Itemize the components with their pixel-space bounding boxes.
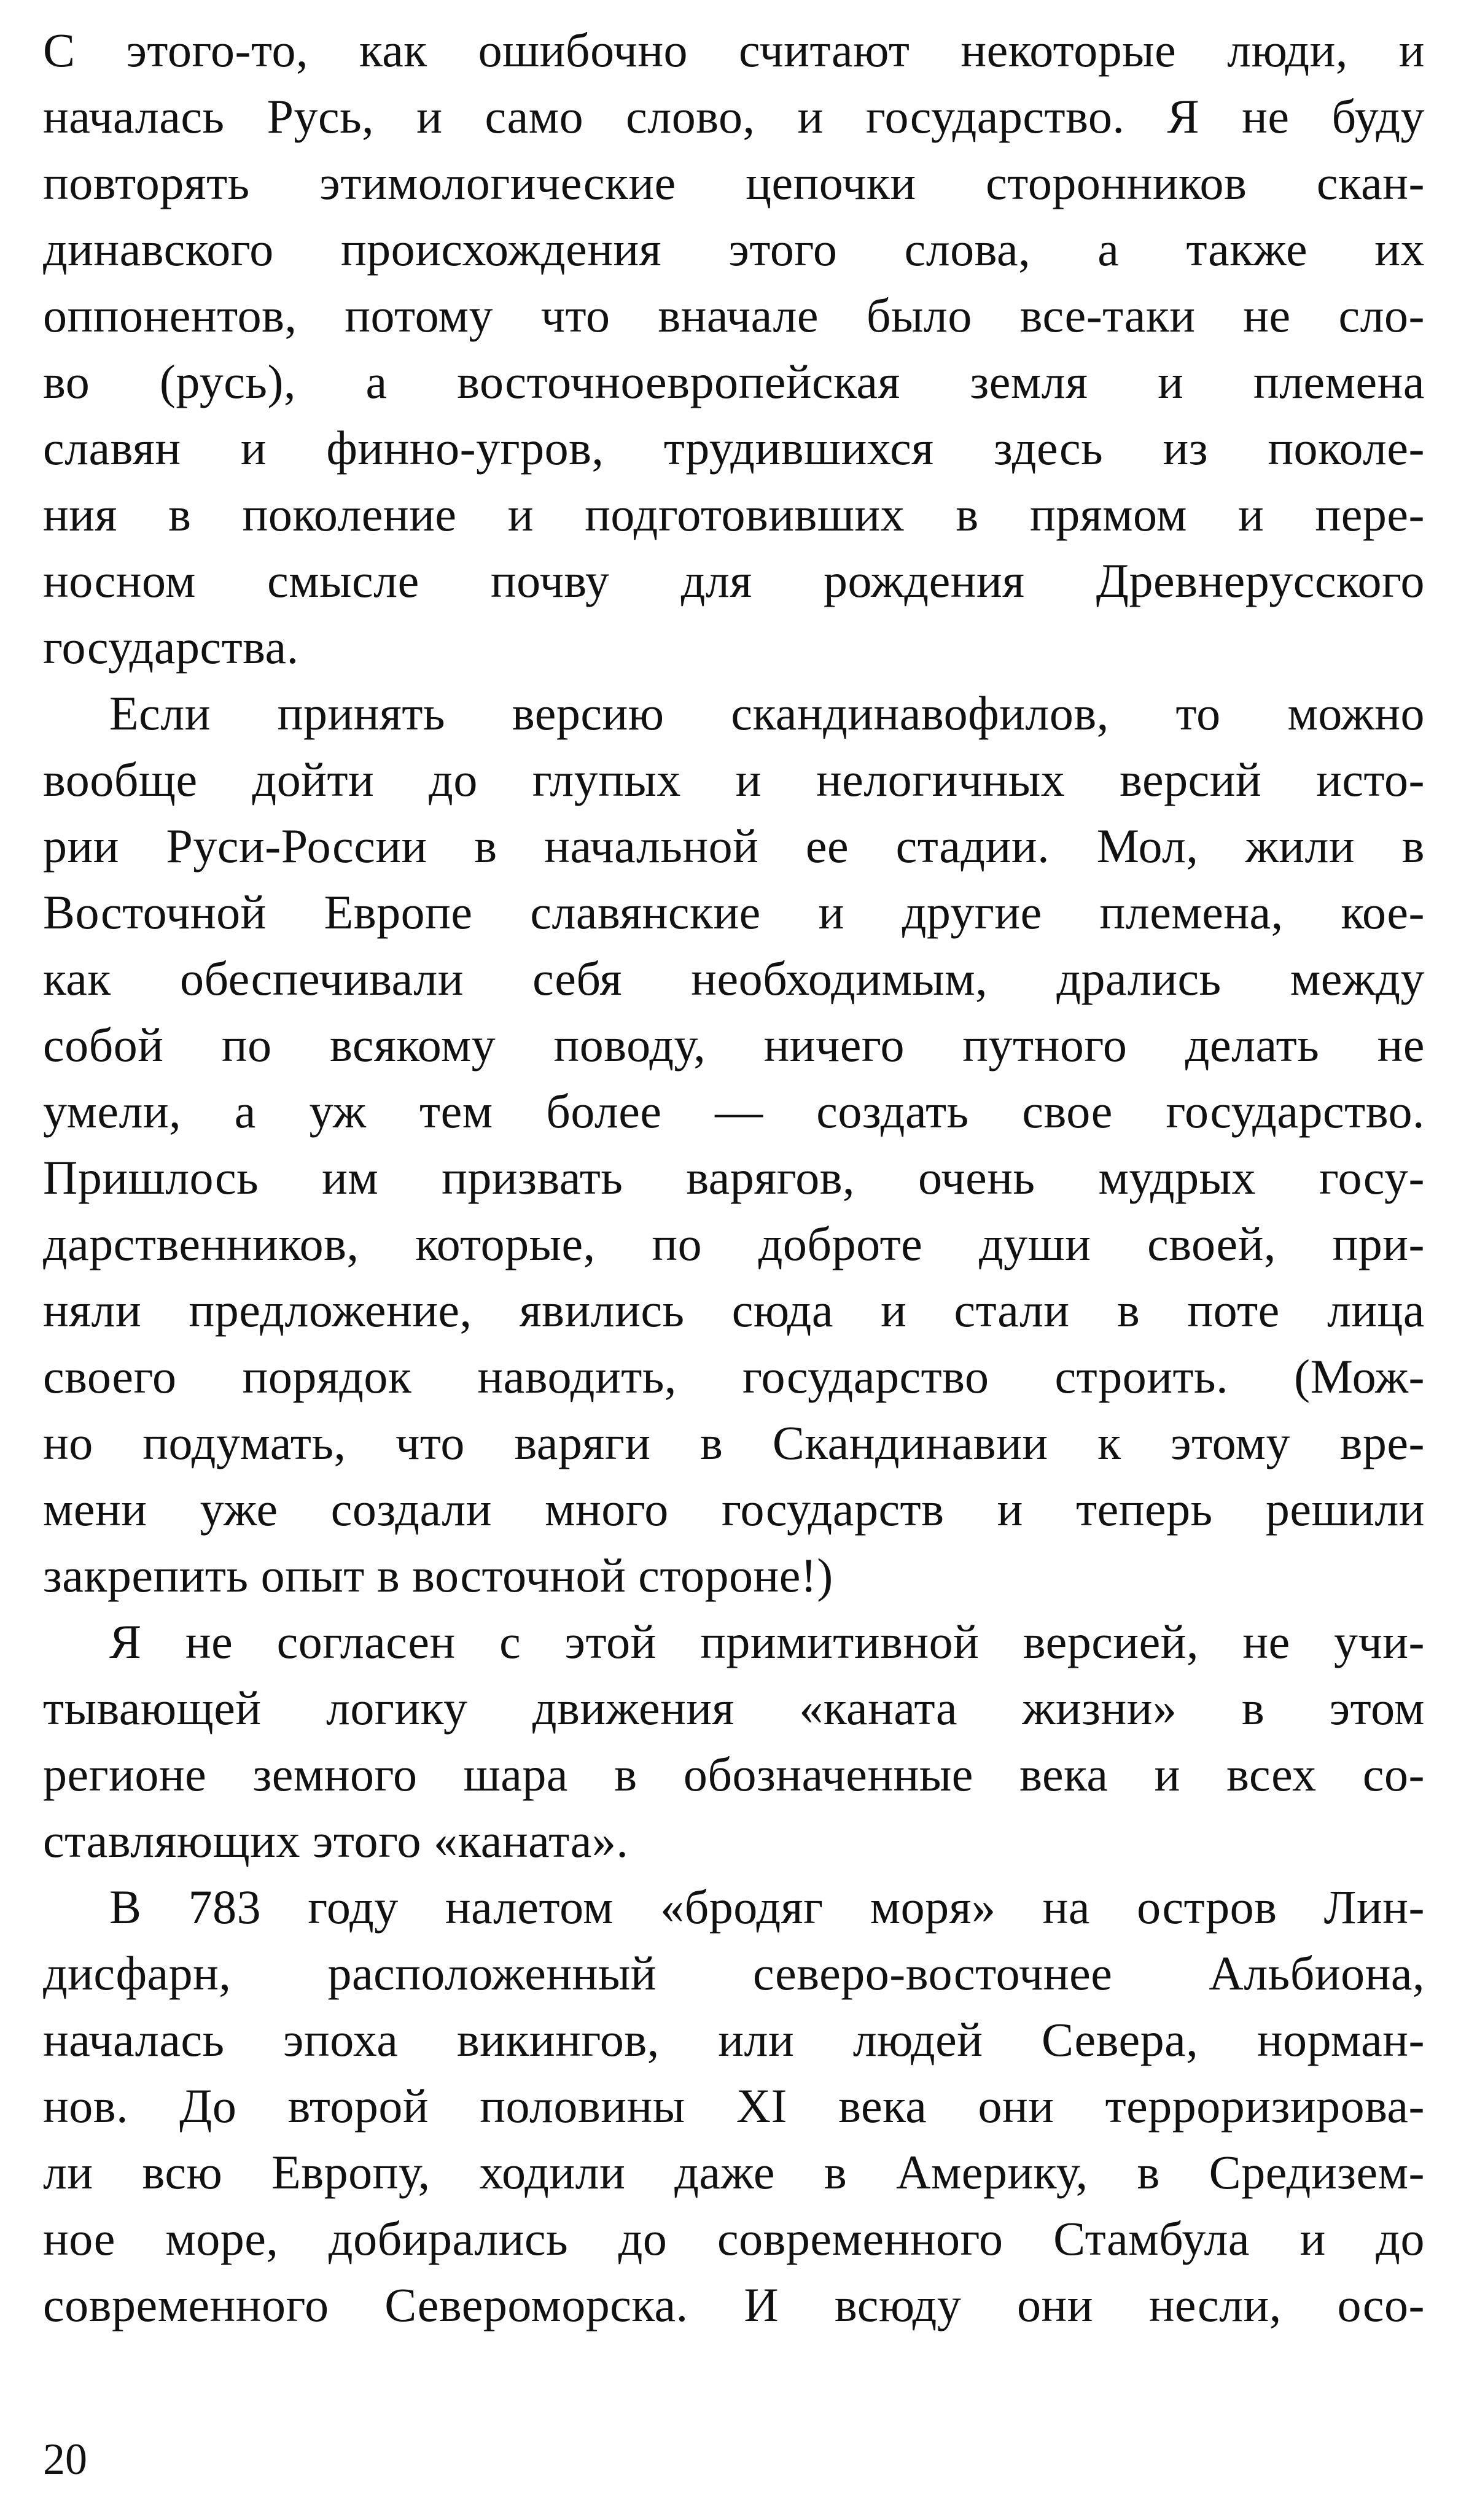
- text-line: собой по всякому поводу, ничего путного делать не: [43, 1018, 1425, 1071]
- text-line: Если принять версию скандинавофилов, то можно: [109, 686, 1425, 740]
- text-line: современного Североморска. И всюду они несли, осо-: [43, 2278, 1425, 2331]
- text-line: как обеспечивали себя необходимым, дрались между: [43, 952, 1425, 1005]
- text-line: няли предложение, явились сюда и стали в поте лица: [43, 1283, 1425, 1337]
- text-line: началась Русь, и само слово, и государство. Я не буду: [43, 90, 1425, 143]
- text-line: началась эпоха викингов, или людей Севера, норман-: [43, 2013, 1425, 2066]
- text-line: тывающей логику движения «каната жизни» в этом: [43, 1681, 1425, 1735]
- text-line: С этого-то, как ошибочно считают некоторые люди, и: [43, 23, 1425, 77]
- paragraph: [43, 680, 1425, 1609]
- book-page: [43, 0, 1425, 2520]
- text-line: славян и финно-угров, трудившихся здесь из поколе-: [43, 421, 1425, 475]
- text-line: ставляющих этого «каната».: [43, 1814, 629, 1867]
- text-line: ния в поколение и подготовивших в прямом и пере-: [43, 488, 1425, 541]
- body-text: [43, 17, 1425, 2338]
- text-line: рии Руси-России в начальной ее стадии. Мол, жили в: [43, 819, 1425, 873]
- text-line: во (русь), а восточноевропейская земля и племена: [43, 355, 1425, 408]
- text-line: закрепить опыт в восточной стороне!): [43, 1549, 833, 1602]
- text-line: нов. До второй половины XI века они терроризирова-: [43, 2079, 1425, 2133]
- text-line: мени уже создали много государств и теперь решили: [43, 1482, 1425, 1536]
- text-line: оппонентов, потому что вначале было все-таки не сло-: [43, 289, 1425, 342]
- text-line: но подумать, что варяги в Скандинавии к этому вре-: [43, 1416, 1425, 1469]
- text-line: носном смысле почву для рождения Древнерусского: [43, 554, 1425, 607]
- text-line: Восточной Европе славянские и другие племена, кое-: [43, 885, 1425, 939]
- text-line: дисфарн, расположенный северо-восточнее Альбиона,: [43, 1946, 1425, 2000]
- page-number: 20: [43, 2435, 87, 2484]
- text-line: ли всю Европу, ходили даже в Америку, в Средизем-: [43, 2145, 1425, 2199]
- text-line: умели, а уж тем более — создать свое государство.: [43, 1084, 1425, 1138]
- text-line: Я не согласен с этой примитивной версией, не учи-: [109, 1615, 1425, 1668]
- text-line: вообще дойти до глупых и нелогичных версий исто-: [43, 753, 1425, 806]
- paragraph: [43, 1609, 1425, 1874]
- text-line: В 783 году налетом «бродяг моря» на остров Лин-: [109, 1880, 1425, 1934]
- text-line: динавского происхождения этого слова, а также их: [43, 222, 1425, 276]
- text-line: государства.: [43, 620, 299, 674]
- paragraph: [43, 1874, 1425, 2338]
- text-line: регионе земного шара в обозначенные века и всех со-: [43, 1748, 1425, 1801]
- text-line: повторять этимологические цепочки сторонников скан-: [43, 156, 1425, 209]
- text-line: своего порядок наводить, государство строить. (Мож-: [43, 1350, 1425, 1403]
- text-line: дарственников, которые, по доброте души своей, при-: [43, 1217, 1425, 1270]
- paragraph: [43, 17, 1425, 680]
- text-line: ное море, добирались до современного Стамбула и до: [43, 2212, 1425, 2265]
- text-line: Пришлось им призвать варягов, очень мудрых госу-: [43, 1151, 1425, 1204]
